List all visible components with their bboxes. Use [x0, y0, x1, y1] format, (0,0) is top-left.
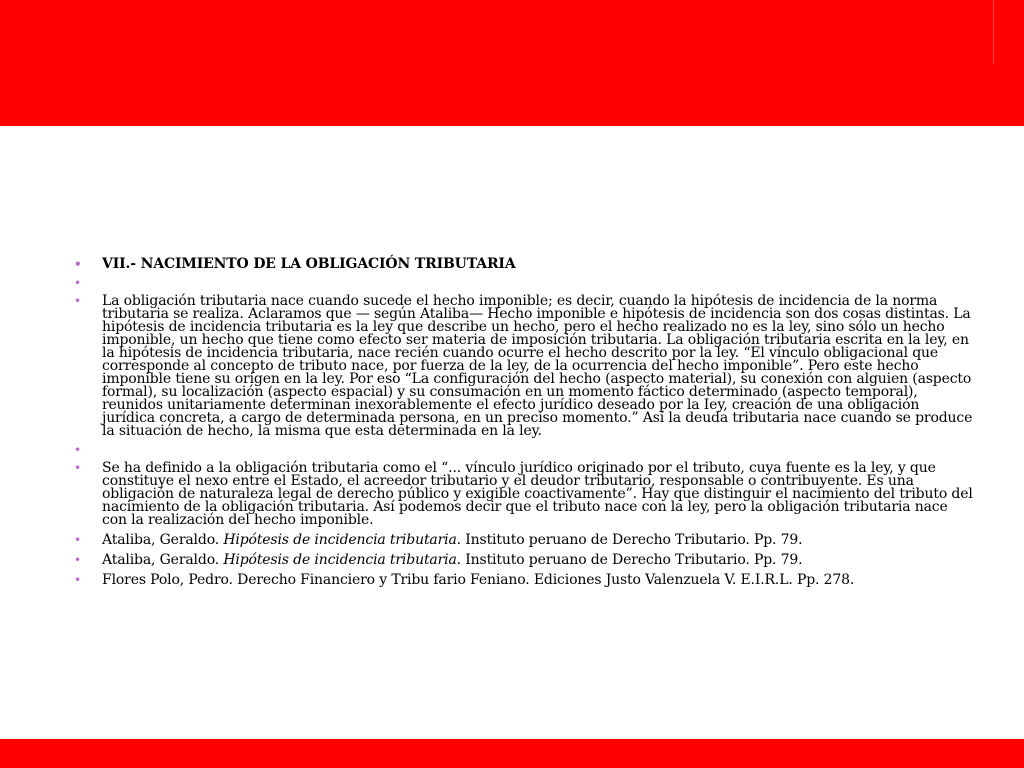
bullet-icon: •	[74, 533, 81, 547]
empty-bullet-item	[74, 277, 974, 290]
bullet-icon: •	[74, 257, 82, 271]
reference-author: Ataliba, Geraldo.	[102, 532, 220, 548]
reference-item	[74, 533, 974, 548]
empty-bullet-item	[74, 444, 974, 457]
bullet-icon: •	[74, 443, 81, 457]
bullet-icon: •	[74, 294, 81, 308]
reference-title: Hipótesis de incidencia tributaria.	[223, 532, 461, 548]
bullet-icon: •	[74, 461, 81, 475]
reference-text: Flores Polo, Pedro. Derecho Financiero y Tribu fario Feniano. Ediciones Justo Valenzuela V. E.I.R.L. Pp. 278.	[102, 572, 855, 588]
paragraph-text: Se ha definido a la obligación tributaria como el “... vínculo jurídico originado por el tributo, cuya fuente es la ley, y que constituye el nexo entre el Estado, el acreedor tributario y el deudor tributario, responsable o contribuyente. Es una obligación de naturaleza legal de derecho público y exigible coactivamente”. Hay que distinguir el nacimiento del tributo del nacimiento de la obligación tributaria. Así podemos decir que el tributo nace con la ley, pero la obligación tributaria nace con la realización del hecho imponible.	[102, 460, 973, 528]
bottom-red-band	[0, 739, 1024, 768]
reference-details: Instituto peruano de Derecho Tributario. Pp. 79.	[465, 552, 803, 568]
reference-item	[74, 553, 974, 568]
top-red-band	[0, 0, 1024, 126]
slide-content	[74, 254, 974, 593]
bullet-icon: •	[74, 553, 81, 567]
section-heading: VII.- NACIMIENTO DE LA OBLIGACIÓN TRIBUTARIA	[102, 256, 516, 272]
reference-details: Instituto peruano de Derecho Tributario. Pp. 79.	[465, 532, 803, 548]
bullet-icon: •	[74, 573, 81, 587]
bullet-icon: •	[74, 276, 81, 290]
reference-item	[74, 573, 974, 588]
reference-author: Ataliba, Geraldo.	[102, 552, 220, 568]
reference-title: Hipótesis de incidencia tributaria.	[223, 552, 461, 568]
paragraph-text: La obligación tributaria nace cuando sucede el hecho imponible; es decir, cuando la hipótesis de incidencia de la norma tributaria se realiza. Aclaramos que — según Ataliba— Hecho imponible e hipótesis de incidencia son dos cosas distintas. La hipótesis de incidencia tributaria es la ley que describe un hecho, pero el hecho realizado no es la ley, sino sólo un hecho imponible, un hecho que tiene como efecto ser materia de imposición tributaria. La obligación tributaria escrita en la ley, en la hipótesis de incidencia tributaria, nace recién cuando ocurre el hecho descrito por la ley. “El vínculo obligacional que corresponde al concepto de tributo nace, por fuerza de la ley, de la ocurrencia del hecho imponible”. Pero este hecho imponible tiene su origen en la ley. Por eso “La configuración del hecho (aspecto material), su conexión con alguien (aspecto formal), su localización (aspecto espacial) y su consumación en un momento fáctico determinado (aspecto temporal), reunidos unitariamente determinan inexorablemente el efecto jurídico deseado por la Iey, creación de una obligación jurídica concreta, a cargo de determinada persona, en un preciso momento.” Así la deuda tributaria nace cuando se produce la situación de hecho, la misma que esta determinada en la ley.	[102, 293, 973, 439]
section-heading-item	[74, 258, 974, 271]
top-band-divider	[993, 0, 994, 64]
paragraph-item	[74, 295, 974, 438]
paragraph-item	[74, 462, 974, 527]
